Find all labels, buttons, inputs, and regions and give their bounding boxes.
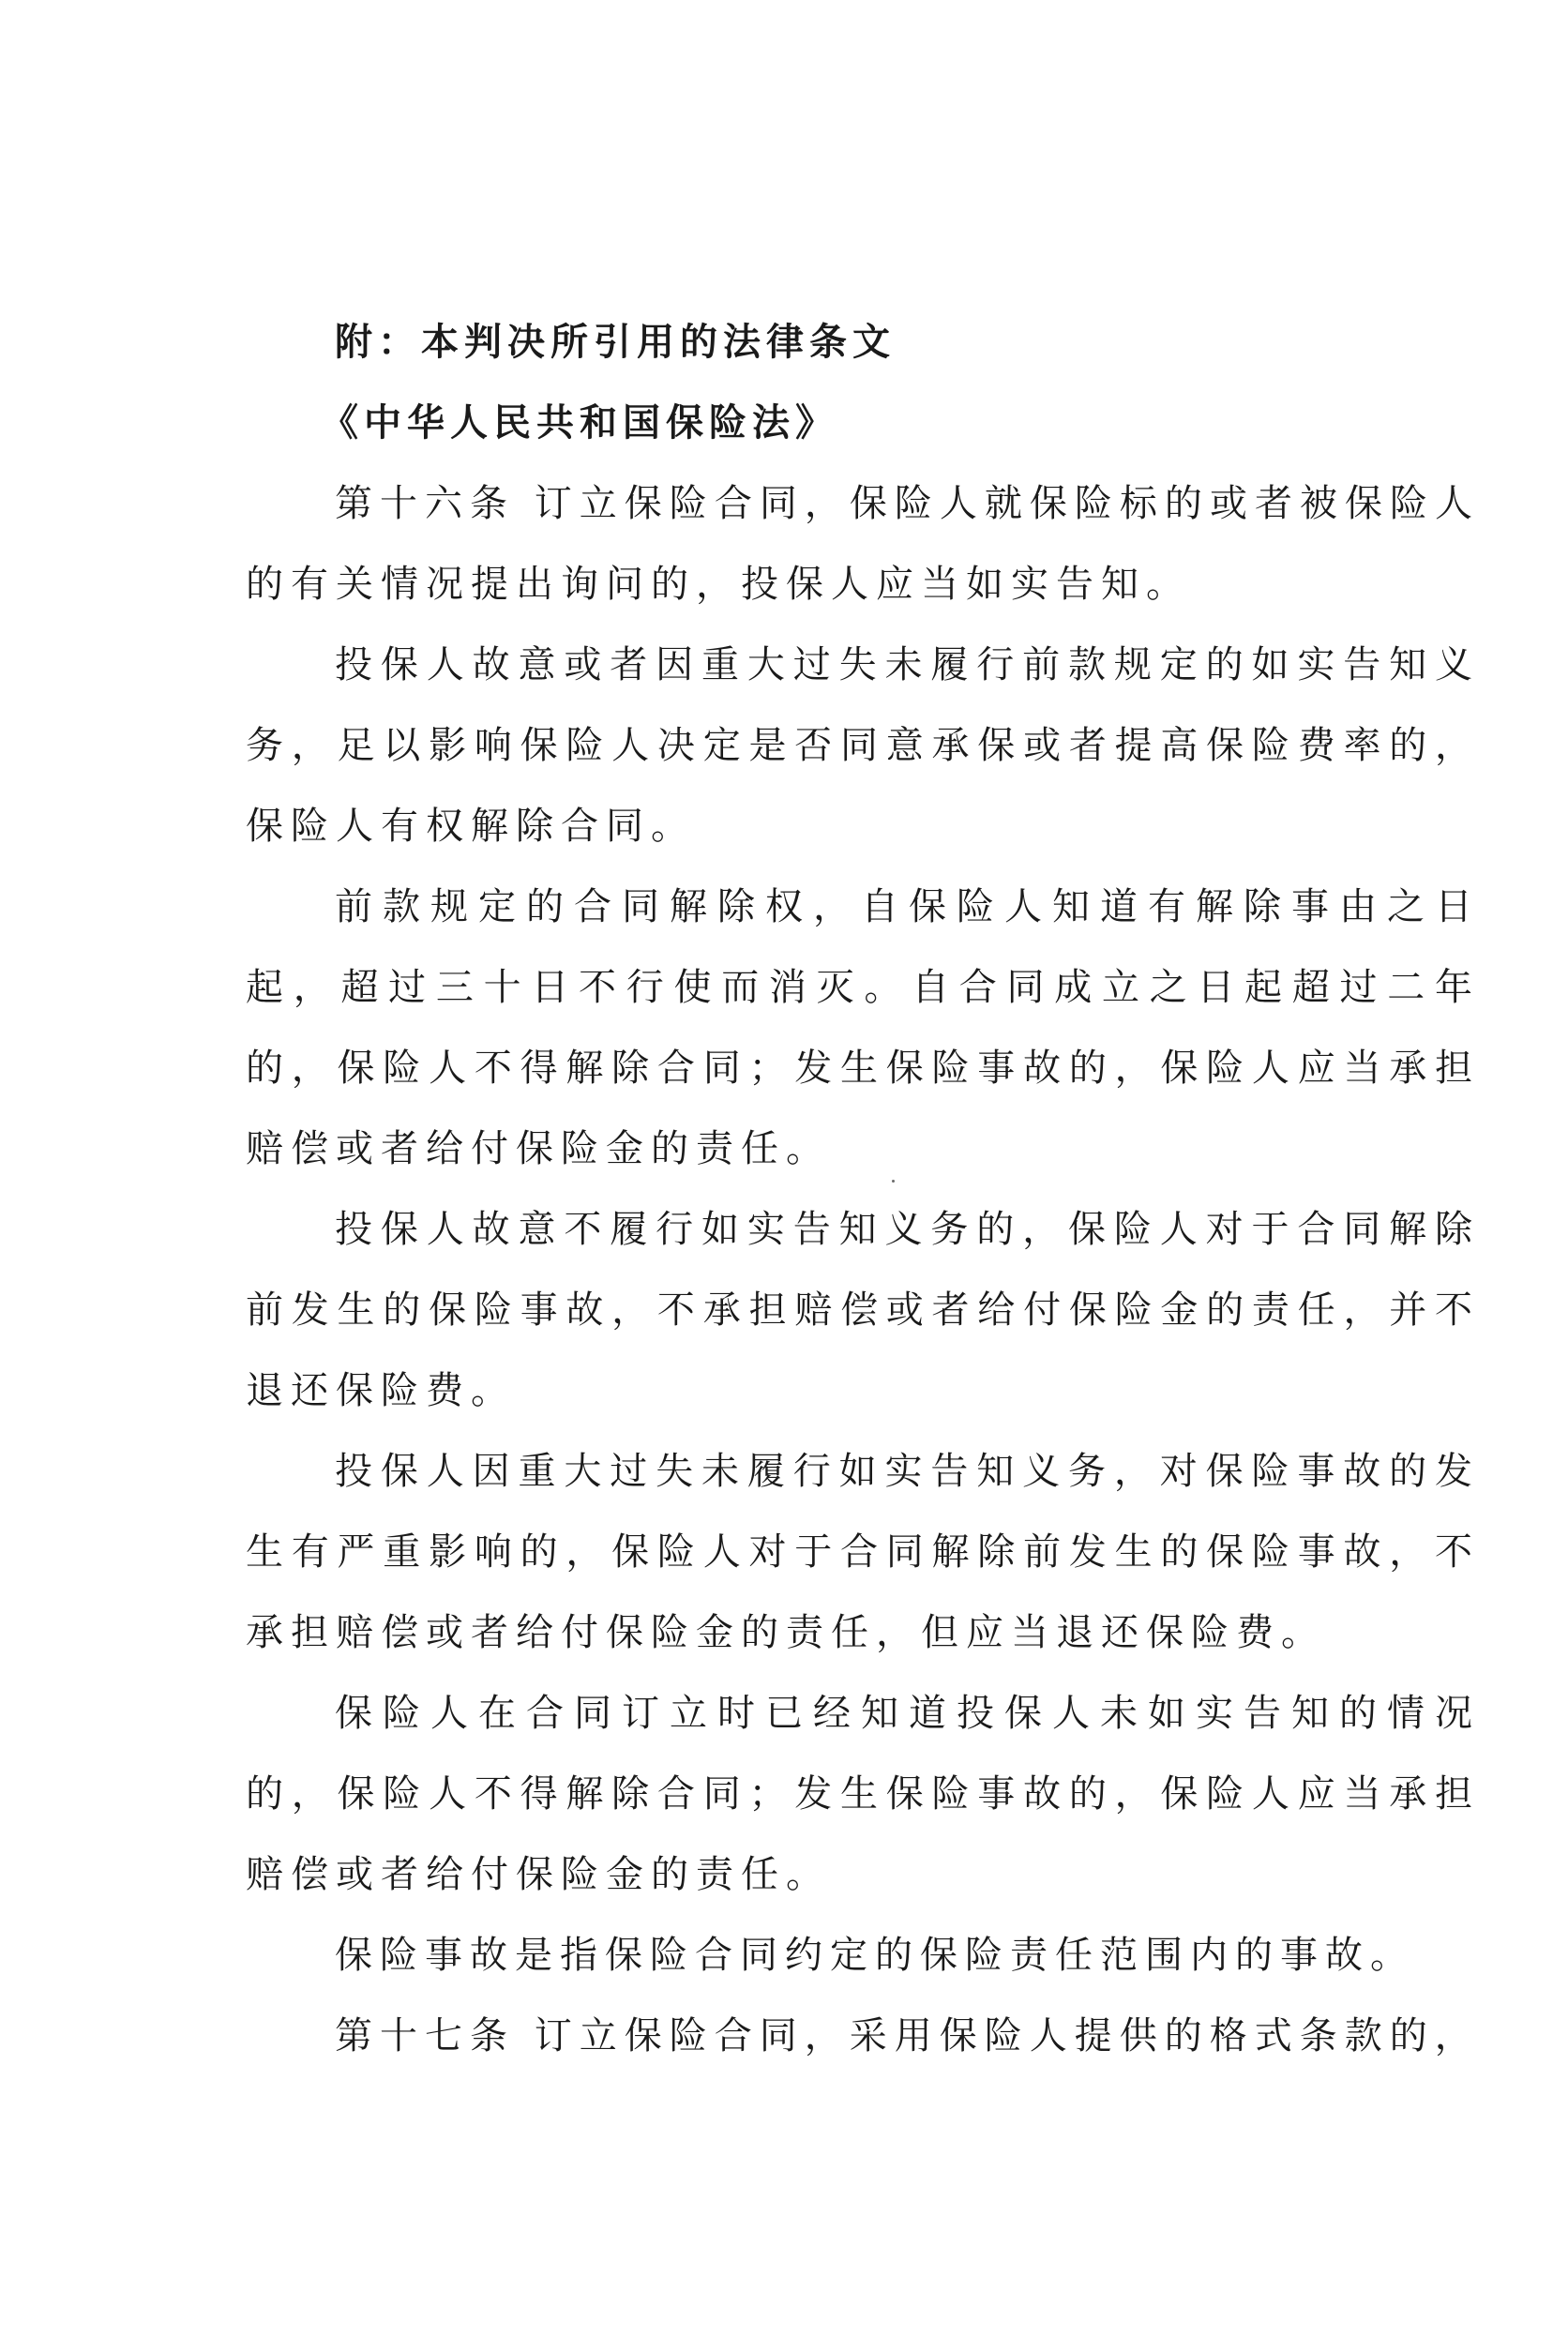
scan-speck [892, 1180, 895, 1183]
law-title: 《中华人民共和国保险法》 [321, 401, 838, 445]
paragraph: 前款规定的合同解除权，自保险人知道有解除事由之日起，超过三十日不行使而消灭。自合同成立之日起超过二年的，保险人不得解除合同；发生保险事故的，保险人应当承担赔偿或者给付保险金的责任。 [246, 885, 1480, 1170]
paragraph-article-17: 第十七条 订立保险合同，采用保险人提供的格式条款的， [335, 2014, 1480, 2057]
attachment-title: 附：本判决所引用的法律条文 [335, 321, 896, 364]
paragraph: 投保人故意不履行如实告知义务的，保险人对于合同解除前发生的保险事故，不承担赔偿或者给付保险金的责任，并不退还保险费。 [246, 1208, 1480, 1412]
paragraph-article-16: 第十六条 订立保险合同，保险人就保险标的或者被保险人的有关情况提出询问的，投保人应当如实告知。 [246, 482, 1480, 606]
paragraph: 保险事故是指保险合同约定的保险责任范围内的事故。 [335, 1934, 1415, 1977]
paragraph: 保险人在合同订立时已经知道投保人未如实告知的情况的，保险人不得解除合同；发生保险事故的，保险人应当承担赔偿或者给付保险金的责任。 [246, 1692, 1480, 1896]
paragraph: 投保人因重大过失未履行如实告知义务，对保险事故的发生有严重影响的，保险人对于合同解除前发生的保险事故，不承担赔偿或者给付保险金的责任，但应当退还保险费。 [246, 1450, 1480, 1654]
paragraph: 投保人故意或者因重大过失未履行前款规定的如实告知义务，足以影响保险人决定是否同意承保或者提高保险费率的，保险人有权解除合同。 [246, 643, 1480, 848]
document-body [246, 302, 1480, 2076]
